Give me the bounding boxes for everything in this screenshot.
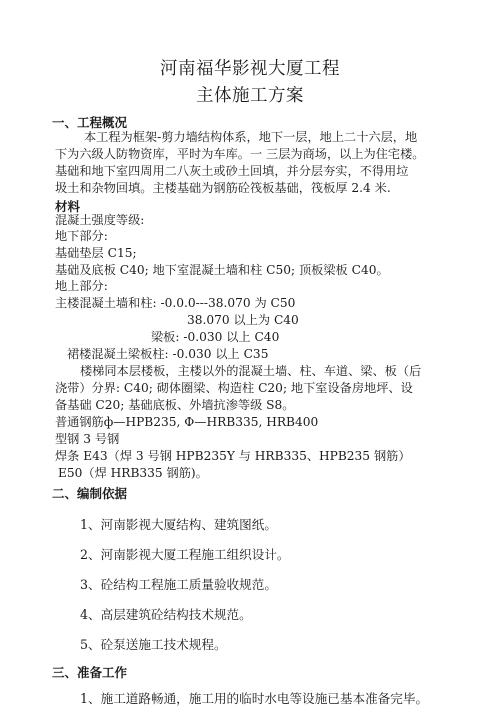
- concrete-grade-label: 混凝土强度等级:: [55, 213, 145, 227]
- stairs-line: 浇带）分界: C40; 砌体圈梁、构造柱 C20; 地下室设备房地坪、设: [55, 381, 413, 395]
- list-item: 2、河南影视大厦工程施工组织设计。: [80, 547, 290, 562]
- welding-line: E50（焊 HRB335 钢筋)。: [58, 466, 208, 480]
- list-item: 1、河南影视大厦结构、建筑图纸。: [80, 517, 277, 532]
- foundation-slab-line: 基础及底板 C40; 地下室混凝土墙和柱 C50; 顶板梁板 C40。: [55, 263, 389, 277]
- section-heading-preparation: 三、准备工作: [52, 665, 128, 680]
- materials-heading: 材料: [55, 199, 81, 214]
- underground-label: 地下部分:: [55, 229, 108, 243]
- list-item: 5、砼泵送施工技术规程。: [80, 637, 227, 652]
- list-item: 4、高层建筑砼结构技术规范。: [80, 607, 252, 622]
- section-heading-overview: 一、工程概况: [52, 115, 128, 130]
- rebar-line: 普通钢筋ф—HPB235, Φ—HRB335, HRB400: [55, 415, 319, 429]
- list-item: 1、施工道路畅通，施工用的临时水电等设施已基本准备完毕。: [80, 691, 429, 706]
- paragraph-line: 圾土和杂物回填。主楼基础为钢筋砼筏板基础，筏板厚 2.4 米.: [55, 181, 391, 195]
- beam-slab-line: 梁板: -0.030 以上 C40: [151, 330, 280, 344]
- stairs-line: 备基础 C20; 基础底板、外墙抗渗等级 S8。: [55, 398, 295, 412]
- paragraph-line: 基础和地下室四周用二八灰土或砂土回填，并分层夯实，不得用垃: [55, 164, 409, 178]
- welding-line: 焊条 E43（焊 3 号钢 HPB235Y 与 HRB335、HPB235 钢筋）: [55, 449, 411, 463]
- podium-line: 裙楼混凝土梁板柱: -0.030 以上 C35: [67, 347, 269, 361]
- steel-shape-line: 型钢 3 号钢: [55, 432, 120, 446]
- foundation-pad-line: 基础垫层 C15;: [55, 246, 137, 260]
- document-title: 河南福华影视大厦工程: [160, 59, 340, 79]
- list-item: 3、砼结构工程施工质量验收规范。: [80, 577, 277, 592]
- section-heading-basis: 二、编制依据: [52, 486, 128, 501]
- paragraph-line: 下为六级人防物资库，平时为车库。一 三层为商场，以上为住宅楼。: [55, 147, 425, 161]
- paragraph-line: 本工程为框架-剪力墙结构体系，地下一层，地上二十六层，地: [84, 130, 418, 144]
- aboveground-label: 地上部分:: [55, 279, 108, 293]
- stairs-line: 楼梯同本层楼板，主楼以外的混凝土墙、柱、车道、梁、板（后: [80, 364, 422, 378]
- main-wall-column-line: 主楼混凝土墙和柱: -0.0.0---38.070 为 C50: [55, 296, 296, 310]
- above-38m-line: 38.070 以上为 C40: [187, 313, 299, 327]
- document-subtitle: 主体施工方案: [196, 86, 304, 106]
